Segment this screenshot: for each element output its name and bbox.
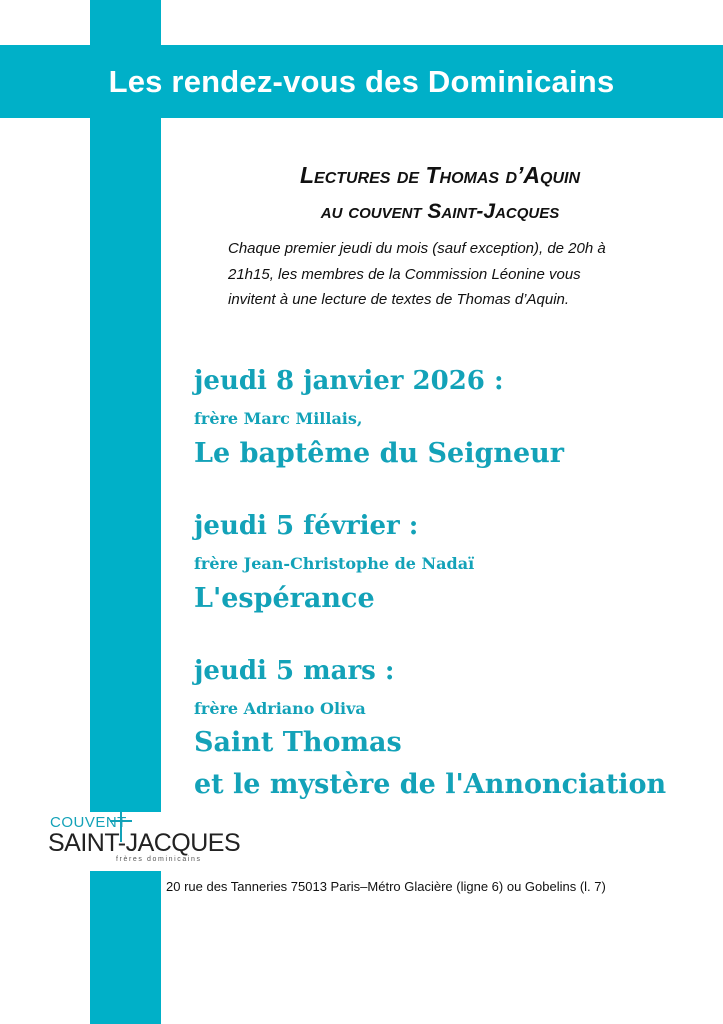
- couvent-saint-jacques-logo: [48, 812, 241, 872]
- lectures-title-line2: au couvent Saint-Jacques: [320, 200, 560, 223]
- lectures-title-line1: Lectures de Thomas d’Aquin: [299, 162, 581, 188]
- cross-vertical-bar: [90, 0, 161, 812]
- event-2-date: jeudi 5 février :: [194, 511, 419, 541]
- logo-saint-jacques-text: SAINT-JACQUES: [48, 829, 241, 857]
- footer-address: 20 rue des Tanneries 75013 Paris–Métro Glacière (ligne 6) ou Gobelins (l. 7): [166, 879, 606, 894]
- event-2-topic: L'espérance: [194, 583, 375, 614]
- logo-couvent-text: COUVENT: [50, 814, 127, 831]
- event-1-topic: Le baptême du Seigneur: [194, 438, 564, 469]
- event-3-topic-line1: Saint Thomas: [194, 727, 402, 758]
- event-2-speaker: frère Jean-Christophe de Nadaï: [194, 554, 475, 573]
- intro-paragraph: Chaque premier jeudi du mois (sauf exception), de 20h à 21h15, les membres de la Commission Léonine vous invitent à une lecture de textes de Thomas d’Aquin.: [228, 240, 606, 308]
- event-1-date: jeudi 8 janvier 2026 :: [194, 366, 504, 396]
- cross-vertical-bar-bottom: [90, 871, 161, 1024]
- event-3-speaker: frère Adriano Oliva: [194, 699, 366, 718]
- event-1-speaker: frère Marc Millais,: [194, 409, 363, 428]
- page-title: Les rendez-vous des Dominicains: [108, 63, 615, 99]
- logo-subtitle: frères dominicains: [116, 856, 202, 863]
- event-3-date: jeudi 5 mars :: [194, 656, 395, 686]
- event-3-topic-line2: et le mystère de l'Annonciation: [194, 769, 667, 800]
